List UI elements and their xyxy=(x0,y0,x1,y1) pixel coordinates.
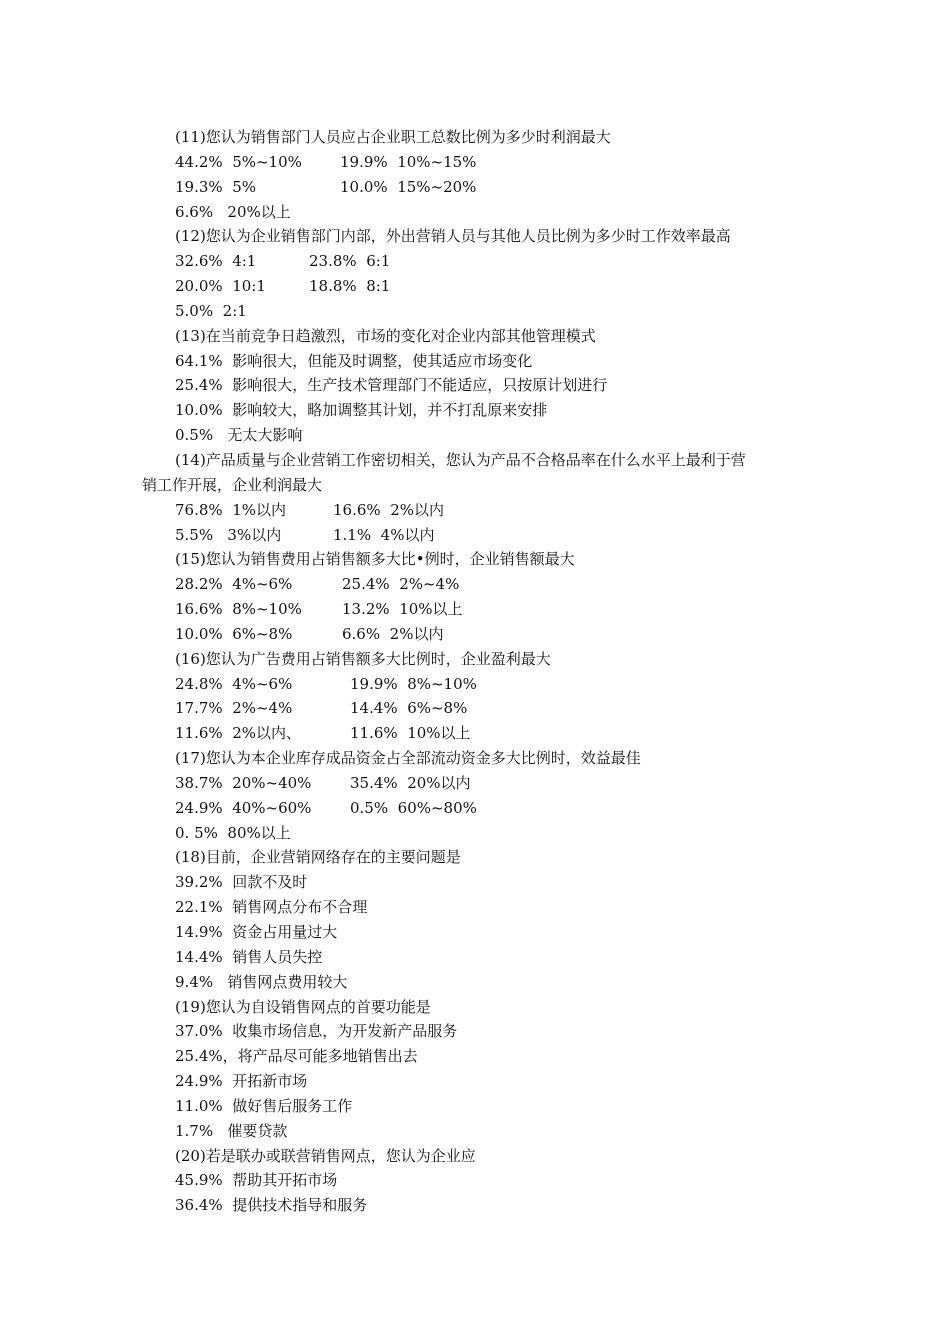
answer-left: 11.6% 2%以内、 xyxy=(175,724,301,743)
answer-left: 17.7% 2%~4% xyxy=(175,699,293,718)
answer-left: 20.0% 10:1 xyxy=(175,277,266,296)
answer-right: 6.6% 2%以内 xyxy=(342,624,444,643)
answer-right: 10.0% 15%~20% xyxy=(340,177,477,196)
answer-right: 1.1% 4%以内 xyxy=(333,525,435,544)
answer-left: 44.2% 5%~10% xyxy=(175,152,302,171)
answer-row: 9.4% 销售网点费用较大 xyxy=(175,972,348,991)
answer-left: 5.0% 2:1 xyxy=(175,301,247,320)
question-12: (12)您认为企业销售部门内部，外出营销人员与其他人员比例为多少时工作效率最高 xyxy=(175,227,731,246)
answer-row: 39.2% 回款不及时 xyxy=(175,873,308,892)
answer-row: 10.0% 影响较大，略加调整其计划，并不打乱原来安排 xyxy=(175,401,548,420)
answer-row xyxy=(0,175,950,200)
answer-row xyxy=(0,523,950,548)
answer-right: 19.9% 8%~10% xyxy=(350,674,477,693)
answer-row: 45.9% 帮助其开拓市场 xyxy=(175,1171,338,1190)
answer-right: 16.6% 2%以内 xyxy=(333,500,444,519)
answer-left: 28.2% 4%~6% xyxy=(175,575,293,594)
answer-row: 64.1% 影响很大，但能及时调整，使其适应市场变化 xyxy=(175,351,533,370)
answer-right: 13.2% 10%以上 xyxy=(342,600,463,619)
answer-right: 35.4% 20%以内 xyxy=(350,773,471,792)
answer-row: 36.4% 提供技术指导和服务 xyxy=(175,1196,368,1215)
answer-left: 10.0% 6%~8% xyxy=(175,624,293,643)
answer-left: 5.5% 3%以内 xyxy=(175,525,282,544)
answer-right: 19.9% 10%~15% xyxy=(340,152,477,171)
question-14-continued: 销工作开展，企业利润最大 xyxy=(142,475,323,494)
answer-left: 38.7% 20%~40% xyxy=(175,773,312,792)
answer-left: 6.6% 20%以上 xyxy=(175,202,291,221)
answer-row xyxy=(0,672,950,697)
answer-row xyxy=(0,771,950,796)
answer-row: 14.9% 资金占用量过大 xyxy=(175,923,338,941)
answer-left: 0. 5% 80%以上 xyxy=(175,823,291,842)
question-20: (20)若是联办或联营销售网点，您认为企业应 xyxy=(175,1146,476,1165)
answer-row xyxy=(0,249,950,274)
answer-row: 14.4% 销售人员失控 xyxy=(175,947,323,966)
question-13: (13)在当前竞争日趋激烈，市场的变化对企业内部其他管理模式 xyxy=(175,326,596,345)
answer-left: 32.6% 4:1 xyxy=(175,252,257,271)
answer-left: 16.6% 8%~10% xyxy=(175,600,302,619)
answer-row: 1.7% 催要贷款 xyxy=(175,1121,288,1140)
question-19: (19)您认为自设销售网点的首要功能是 xyxy=(175,997,431,1016)
answer-left: 76.8% 1%以内 xyxy=(175,500,286,519)
question-15: (15)您认为销售费用占销售额多大比•例时，企业销售额最大 xyxy=(175,550,575,569)
answer-left: 24.8% 4%~6% xyxy=(175,674,293,693)
answer-row xyxy=(0,821,950,846)
answer-row xyxy=(0,572,950,597)
answer-row xyxy=(0,622,950,647)
answer-row: 0.5% 无太大影响 xyxy=(175,426,303,445)
question-17: (17)您认为本企业库存成品资金占全部流动资金多大比例时，效益最佳 xyxy=(175,749,641,768)
answer-left: 19.3% 5% xyxy=(175,177,256,196)
document-page xyxy=(0,125,950,1218)
answer-right: 14.4% 6%~8% xyxy=(350,699,468,718)
answer-row xyxy=(0,150,950,175)
answer-right: 18.8% 8:1 xyxy=(309,277,391,296)
answer-row: 11.0% 做好售后服务工作 xyxy=(175,1096,353,1115)
answer-row xyxy=(0,696,950,721)
answer-row xyxy=(0,299,950,324)
answer-row xyxy=(0,721,950,746)
answer-row xyxy=(0,274,950,299)
question-11: (11)您认为销售部门人员应占企业职工总数比例为多少时利润最大 xyxy=(175,128,611,146)
answer-row xyxy=(0,498,950,523)
answer-right: 0.5% 60%~80% xyxy=(350,798,477,817)
question-16: (16)您认为广告费用占销售额多大比例时，企业盈利最大 xyxy=(175,649,551,668)
answer-row: 25.4% 影响很大，生产技术管理部门不能适应，只按原计划进行 xyxy=(175,376,608,395)
answer-row: 37.0% 收集市场信息，为开发新产品服务 xyxy=(175,1022,458,1041)
question-14: (14)产品质量与企业营销工作密切相关，您认为产品不合格品率在什么水平上最利于营 xyxy=(175,450,746,469)
answer-row: 22.1% 销售网点分布不合理 xyxy=(175,898,368,917)
answer-right: 25.4% 2%~4% xyxy=(342,575,460,594)
answer-row xyxy=(0,796,950,821)
answer-right: 11.6% 10%以上 xyxy=(350,724,471,743)
answer-right: 23.8% 6:1 xyxy=(309,252,391,271)
answer-left: 24.9% 40%~60% xyxy=(175,798,312,817)
answer-row xyxy=(0,200,950,225)
answer-row: 24.9% 开拓新市场 xyxy=(175,1072,308,1091)
answer-row: 25.4%，将产品尽可能多地销售出去 xyxy=(175,1047,418,1066)
question-18: (18)目前，企业营销网络存在的主要问题是 xyxy=(175,848,461,867)
answer-row xyxy=(0,597,950,622)
